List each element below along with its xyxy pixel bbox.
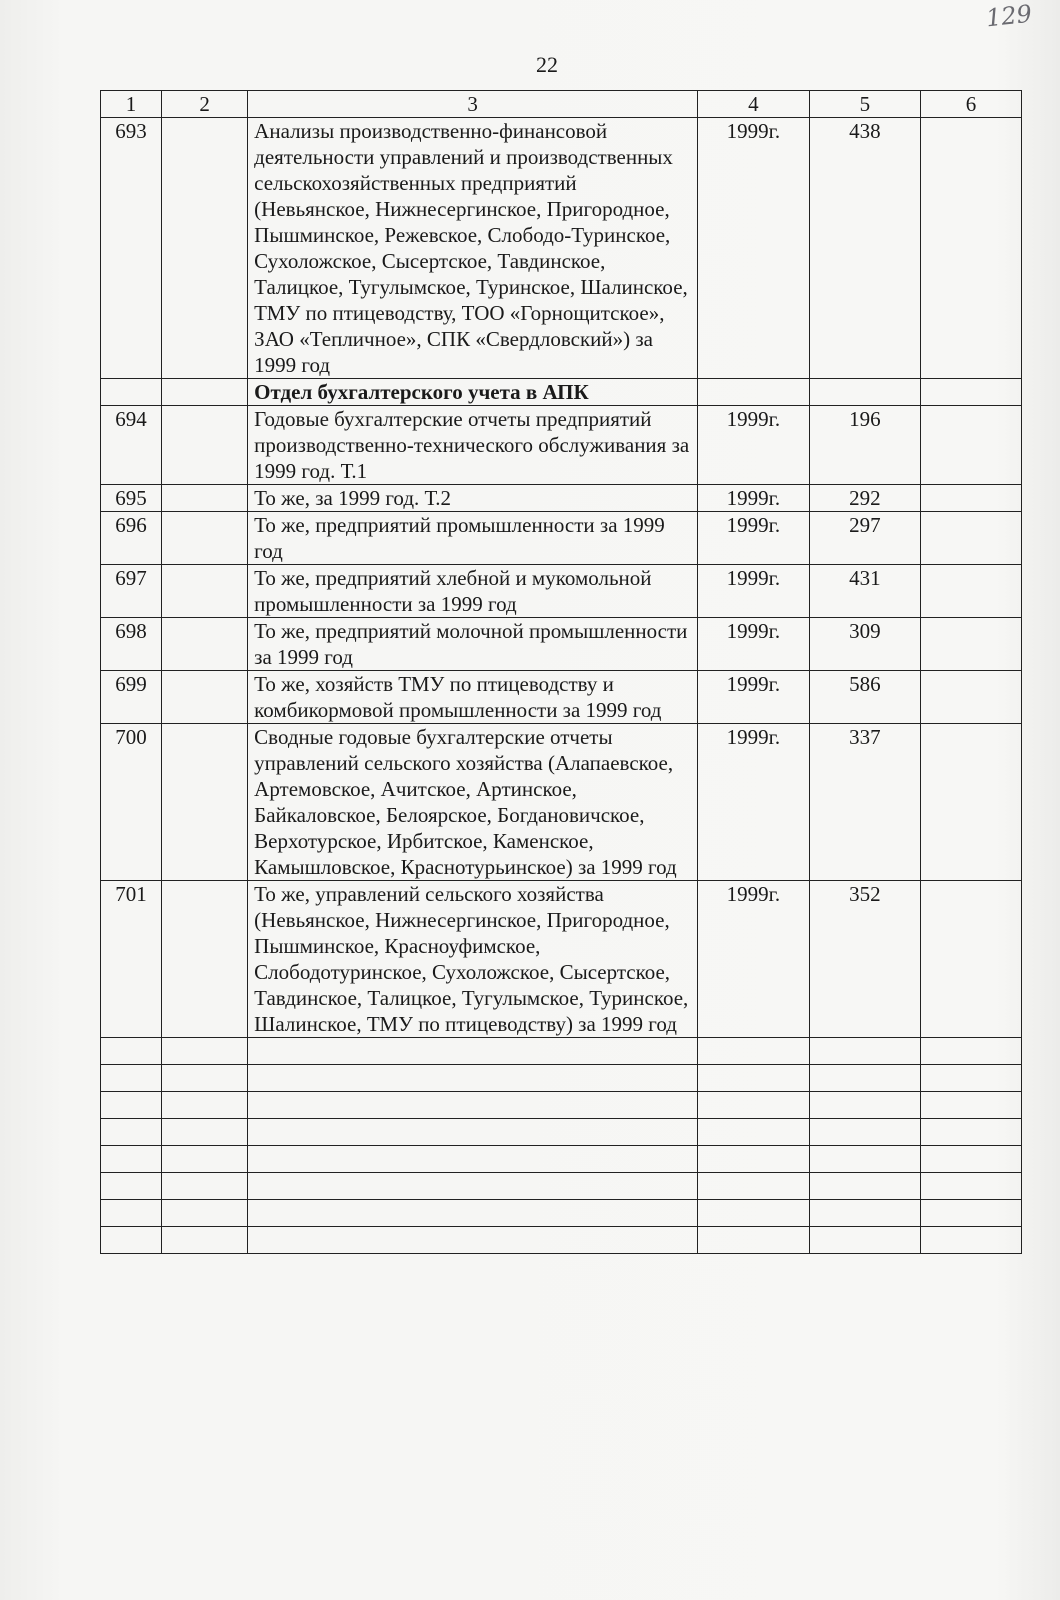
item-title: То же, предприятий хлебной и мукомольной промышленности за 1999 год — [248, 565, 698, 618]
column-header: 6 — [921, 91, 1022, 118]
item-year: 1999г. — [698, 118, 809, 379]
table-row — [101, 724, 1022, 881]
index-cell — [161, 512, 247, 565]
empty-row — [101, 1038, 1022, 1065]
table-row — [101, 565, 1022, 618]
item-title: То же, предприятий промышленности за 1999 год — [248, 512, 698, 565]
section-row — [101, 379, 1022, 406]
item-title: Анализы производственно-финансовой деятельности управлений и производственных сельскохозяйственных предприятий (Невьянское, Нижнесергинское, Пригородное, Пышминское, Режевское, Слободо-Туринское, Сухоложское, Сысертское, Тавдинское, Талицкое, Тугулымское, Туринское, Шалинское, ТМУ по птицеводству, ТОО «Горнощитское», ЗАО «Тепличное», СПК «Свердловский») за 1999 год — [248, 118, 698, 379]
item-title: Сводные годовые бухгалтерские отчеты управлений сельского хозяйства (Алапаевское, Артемовское, Ачитское, Артинское, Байкаловское, Белоярское, Богдановичское, Верхотурское, Ирбитское, Каменское, Камышловское, Краснотурьинское) за 1999 год — [248, 724, 698, 881]
index-cell — [161, 118, 247, 379]
index-cell — [161, 671, 247, 724]
item-number: 694 — [101, 406, 162, 485]
item-year: 1999г. — [698, 406, 809, 485]
item-number: 695 — [101, 485, 162, 512]
item-title: Годовые бухгалтерские отчеты предприятий производственно-технического обслуживания за 1999 год. Т.1 — [248, 406, 698, 485]
note-cell — [921, 671, 1022, 724]
item-year: 1999г. — [698, 565, 809, 618]
item-year: 1999г. — [698, 618, 809, 671]
empty-row — [101, 1065, 1022, 1092]
inventory-table — [100, 90, 1022, 1254]
item-number: 693 — [101, 118, 162, 379]
table-row — [101, 512, 1022, 565]
empty-row — [101, 1173, 1022, 1200]
note-cell — [921, 406, 1022, 485]
column-header: 1 — [101, 91, 162, 118]
sheet-count: 431 — [809, 565, 920, 618]
sheet-count: 352 — [809, 881, 920, 1038]
note-cell — [921, 512, 1022, 565]
item-number: 700 — [101, 724, 162, 881]
column-header: 4 — [698, 91, 809, 118]
empty-row — [101, 1119, 1022, 1146]
empty-row — [101, 1146, 1022, 1173]
note-cell — [921, 724, 1022, 881]
item-number: 699 — [101, 671, 162, 724]
column-header: 3 — [248, 91, 698, 118]
note-cell — [921, 485, 1022, 512]
item-title: То же, управлений сельского хозяйства (Невьянское, Нижнесергинское, Пригородное, Пышминское, Красноуфимское, Слободотуринское, Сухоложское, Сысертское, Тавдинское, Талицкое, Тугулымское, Туринское, Шалинское, ТМУ по птицеводству) за 1999 год — [248, 881, 698, 1038]
column-header: 5 — [809, 91, 920, 118]
table-row — [101, 485, 1022, 512]
table-row — [101, 881, 1022, 1038]
table-row — [101, 618, 1022, 671]
item-title: То же, за 1999 год. Т.2 — [248, 485, 698, 512]
empty-row — [101, 1200, 1022, 1227]
archive-sheet-number: 129 — [984, 0, 1034, 33]
item-year: 1999г. — [698, 485, 809, 512]
table-row — [101, 671, 1022, 724]
empty-row — [101, 1227, 1022, 1254]
note-cell — [921, 618, 1022, 671]
item-number: 701 — [101, 881, 162, 1038]
column-number-header-row — [101, 91, 1022, 118]
note-cell — [921, 118, 1022, 379]
sheet-count: 196 — [809, 406, 920, 485]
item-year: 1999г. — [698, 512, 809, 565]
note-cell — [921, 565, 1022, 618]
item-year: 1999г. — [698, 881, 809, 1038]
sheet-count: 292 — [809, 485, 920, 512]
index-cell — [161, 724, 247, 881]
page-number: 22 — [536, 52, 558, 77]
item-title: То же, предприятий молочной промышленности за 1999 год — [248, 618, 698, 671]
index-cell — [161, 406, 247, 485]
table-row — [101, 118, 1022, 379]
sheet-count: 438 — [809, 118, 920, 379]
item-number: 696 — [101, 512, 162, 565]
empty-row — [101, 1092, 1022, 1119]
sheet-count: 337 — [809, 724, 920, 881]
note-cell — [921, 881, 1022, 1038]
item-year: 1999г. — [698, 724, 809, 881]
index-cell — [161, 881, 247, 1038]
section-title: Отдел бухгалтерского учета в АПК — [248, 379, 698, 406]
item-number: 697 — [101, 565, 162, 618]
sheet-count: 586 — [809, 671, 920, 724]
index-cell — [161, 565, 247, 618]
sheet-count: 297 — [809, 512, 920, 565]
sheet-count: 309 — [809, 618, 920, 671]
item-title: То же, хозяйств ТМУ по птицеводству и комбикормовой промышленности за 1999 год — [248, 671, 698, 724]
item-number: 698 — [101, 618, 162, 671]
index-cell — [161, 618, 247, 671]
column-header: 2 — [161, 91, 247, 118]
table-row — [101, 406, 1022, 485]
item-year: 1999г. — [698, 671, 809, 724]
index-cell — [161, 485, 247, 512]
